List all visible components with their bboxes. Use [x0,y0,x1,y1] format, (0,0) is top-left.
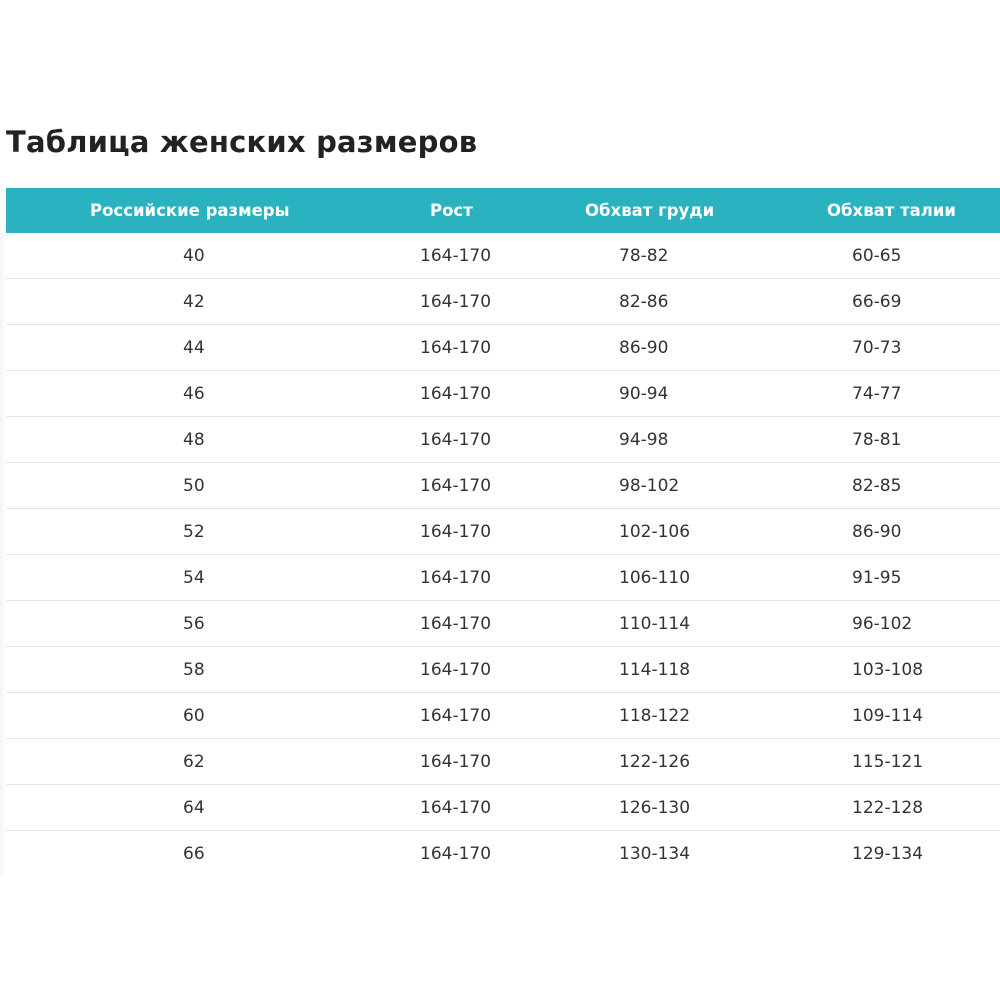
table-row [6,647,1000,693]
cell-height: 164-170 [384,785,521,831]
cell-waist: 109-114 [771,693,1000,739]
table-row [6,371,1000,417]
table-row [6,417,1000,463]
cell-waist: 91-95 [771,555,1000,601]
cell-size: 46 [6,371,384,417]
table-header [6,188,1000,233]
header-russian-sizes: Российские размеры [6,188,384,233]
cell-waist: 82-85 [771,463,1000,509]
cell-waist: 129-134 [852,843,924,864]
cell-bust: 98-102 [521,463,771,509]
table-row [6,463,1000,509]
size-chart-table [6,188,1000,876]
table-body [6,233,1000,876]
cell-height: 164-170 [384,463,521,509]
cell-height: 164-170 [384,325,521,371]
table-row [6,831,1000,877]
cell-size: 58 [6,647,384,693]
cell-size: 66 [183,843,205,864]
header-bust: Обхват груди [521,188,771,233]
cell-size: 56 [6,601,384,647]
cell-height: 164-170 [420,843,492,864]
cell-bust: 94-98 [521,417,771,463]
cell-height: 164-170 [384,601,521,647]
cell-bust: 114-118 [521,647,771,693]
cell-waist: 60-65 [771,233,1000,279]
cell-bust: 110-114 [521,601,771,647]
cell-size: 60 [6,693,384,739]
cell-bust: 106-110 [521,555,771,601]
cell-height: 164-170 [384,693,521,739]
cell-bust: 82-86 [521,279,771,325]
cell-bust: 118-122 [521,693,771,739]
cell-waist: 96-102 [771,601,1000,647]
cell-size: 42 [6,279,384,325]
cell-waist: 70-73 [771,325,1000,371]
table-row [6,325,1000,371]
cell-waist: 66-69 [771,279,1000,325]
table-row [6,509,1000,555]
cell-size: 40 [6,233,384,279]
cell-height: 164-170 [384,509,521,555]
cell-bust: 122-126 [521,739,771,785]
cell-bust: 78-82 [521,233,771,279]
cell-height: 164-170 [384,417,521,463]
header-row [6,188,1000,233]
cell-bust: 90-94 [521,371,771,417]
table-row [6,693,1000,739]
cell-size: 62 [6,739,384,785]
cell-waist: 86-90 [771,509,1000,555]
header-height: Рост [384,188,521,233]
cell-waist: 74-77 [771,371,1000,417]
cell-height: 164-170 [384,555,521,601]
cell-size: 64 [6,785,384,831]
cell-height: 164-170 [384,279,521,325]
header-waist: Обхват талии [771,188,1000,233]
cell-size: 52 [6,509,384,555]
page-title: Таблица женских размеров [6,125,478,159]
cell-size: 50 [6,463,384,509]
cell-waist: 115-121 [771,739,1000,785]
table-row [6,233,1000,279]
cell-height: 164-170 [384,233,521,279]
cell-size: 44 [6,325,384,371]
cell-size: 54 [6,555,384,601]
cell-waist: 122-128 [771,785,1000,831]
table-row [6,601,1000,647]
table-row [6,785,1000,831]
cell-bust: 126-130 [521,785,771,831]
cell-height: 164-170 [384,739,521,785]
cell-height: 164-170 [384,647,521,693]
cell-bust: 102-106 [521,509,771,555]
table-row [6,279,1000,325]
cell-height: 164-170 [384,371,521,417]
table-row [6,555,1000,601]
table-row [6,739,1000,785]
cell-size: 48 [6,417,384,463]
cell-bust: 130-134 [619,843,691,864]
cell-waist: 103-108 [771,647,1000,693]
cell-bust: 86-90 [521,325,771,371]
cell-waist: 78-81 [771,417,1000,463]
